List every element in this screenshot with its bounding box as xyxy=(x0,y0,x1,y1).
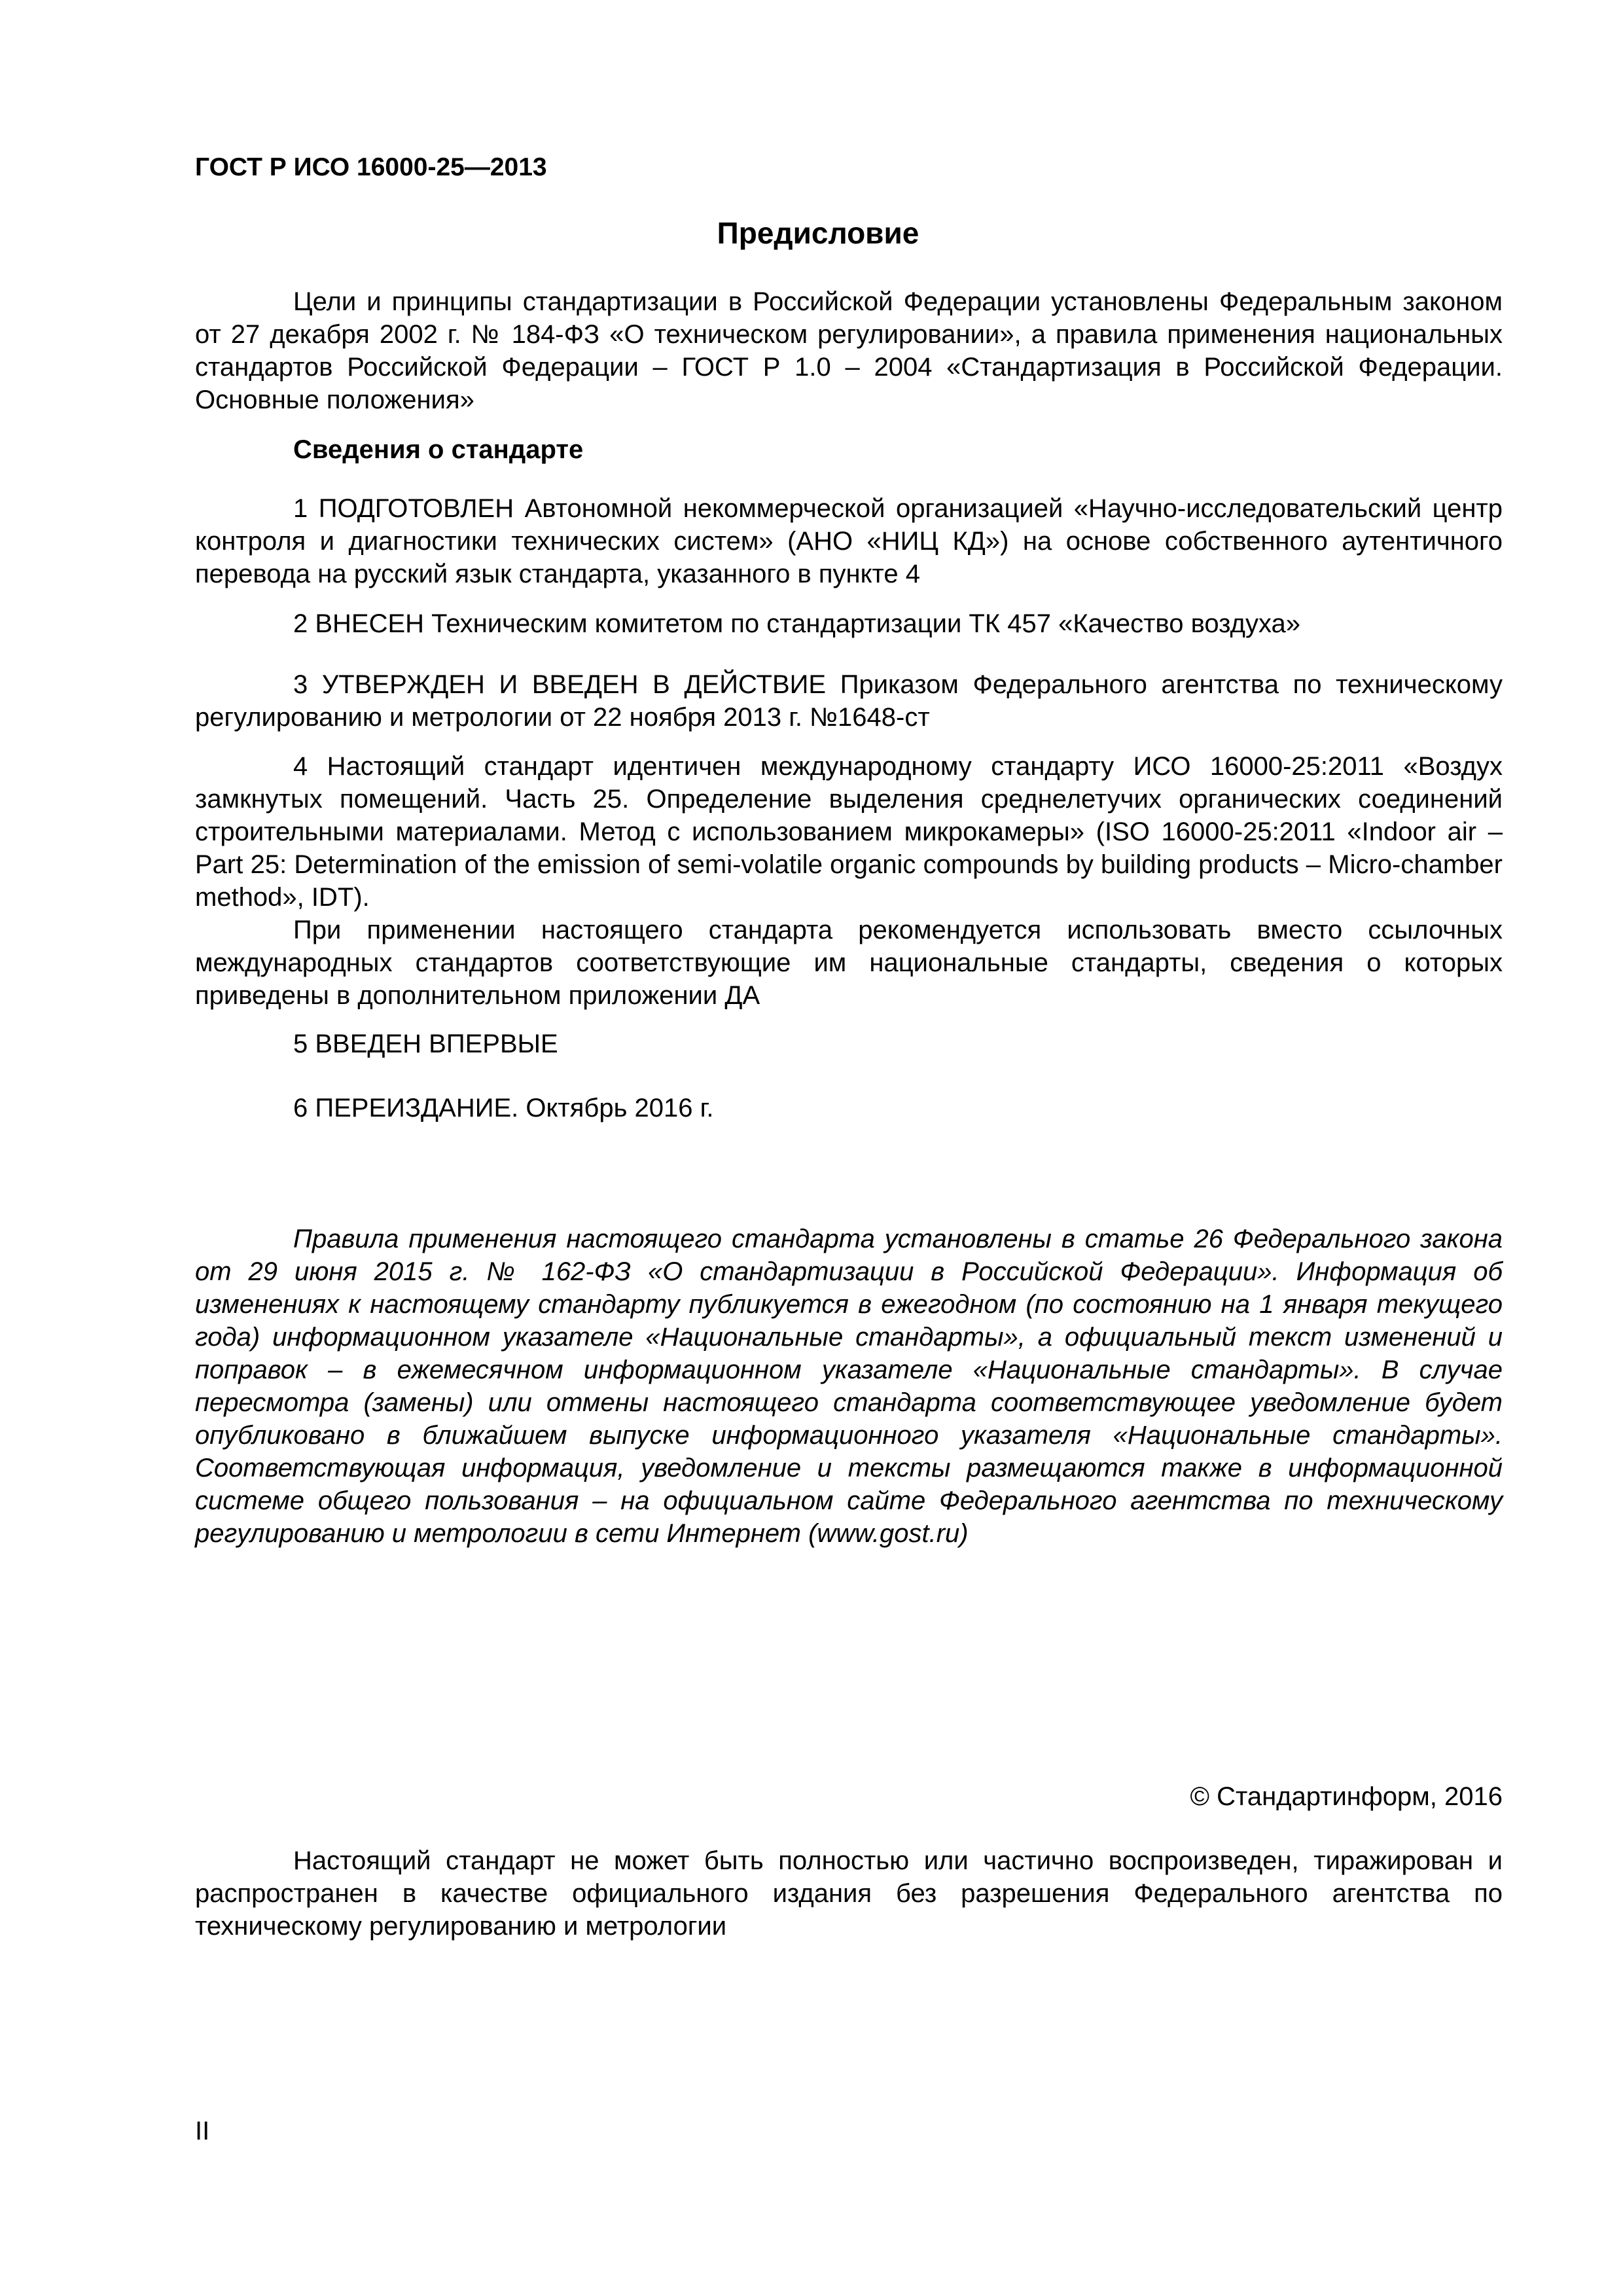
page-title: Предисловие xyxy=(717,216,919,250)
intro-paragraph: Цели и принципы стандартизации в Российской Федерации установлены Федеральным законом от 27 декабря 2002 г. № 184-ФЗ «О техническом регулировании», а правила применения национальных стандартов Российской Федерации – ГОСТ Р 1.0 – 2004 «Стандартизация в Российской Федерации. Основные положения» xyxy=(195,287,1503,414)
page-number: II xyxy=(195,2117,210,2145)
copyright-line: © Стандартинформ, 2016 xyxy=(1190,1782,1503,1811)
info-heading: Сведения о стандарте xyxy=(293,435,584,464)
item-6-paragraph: 6 ПЕРЕИЗДАНИЕ. Октябрь 2016 г. xyxy=(293,1094,714,1122)
item-4-paragraph: 4 Настоящий стандарт идентичен международному стандарту ИСО 16000-25:2011 «Воздух замкнутых помещений. Часть 25. Определение выделения среднелетучих органических соединений строительными материалами. Метод с использованием микрокамеры» (ISO 16000-25:2011 «Indoor air – Part 25: Determination of the emission of semi-volatile organic compounds by building products – Micro-chamber method», IDT). xyxy=(195,752,1503,912)
document-id-header: ГОСТ Р ИСО 16000-25—2013 xyxy=(195,153,547,181)
item-4-note-paragraph: При применении настоящего стандарта рекомендуется использовать вместо ссылочных международных стандартов соответствующие им национальные стандарты, сведения о которых приведены в дополнительном приложении ДА xyxy=(195,916,1503,1010)
item-2-paragraph: 2 ВНЕСЕН Техническим комитетом по стандартизации ТК 457 «Качество воздуха» xyxy=(293,609,1301,638)
item-5-paragraph: 5 ВВЕДЕН ВПЕРВЫЕ xyxy=(293,1030,558,1058)
rules-note-paragraph: Правила применения настоящего стандарта установлены в статье 26 Федерального закона от 29 июня 2015 г. № 162-ФЗ «О стандартизации в Российской Федерации». Информация об изменениях к настоящему стандарту публикуется в ежегодном (по состоянию на 1 января текущего года) информационном указателе «Национальные стандарты», а официальный текст изменений и поправок – в ежемесячном информационном указателе «Национальные стандарты». В случае пересмотра (замены) или отмены настоящего стандарта соответствующее уведомление будет опубликовано в ближайшем выпуске информационного указателя «Национальные стандарты». Соответствующая информация, уведомление и тексты размещаются также в информационной системе общего пользования – на официальном сайте Федерального агентства по техническому регулированию и метрологии в сети Интернет (www.gost.ru) xyxy=(195,1225,1503,1548)
item-3-paragraph: 3 УТВЕРЖДЕН И ВВЕДЕН В ДЕЙСТВИЕ Приказом Федерального агентства по техническому регулированию и метрологии от 22 ноября 2013 г. №1648-ст xyxy=(195,670,1503,732)
reproduction-note-paragraph: Настоящий стандарт не может быть полностью или частично воспроизведен, тиражирован и распространен в качестве официального издания без разрешения Федерального агентства по техническому регулированию и метрологии xyxy=(195,1846,1503,1941)
item-1-paragraph: 1 ПОДГОТОВЛЕН Автономной некоммерческой организацией «Научно-исследовательский центр контроля и диагностики технических систем» (АНО «НИЦ КД») на основе собственного аутентичного перевода на русский язык стандарта, указанного в пункте 4 xyxy=(195,494,1503,588)
